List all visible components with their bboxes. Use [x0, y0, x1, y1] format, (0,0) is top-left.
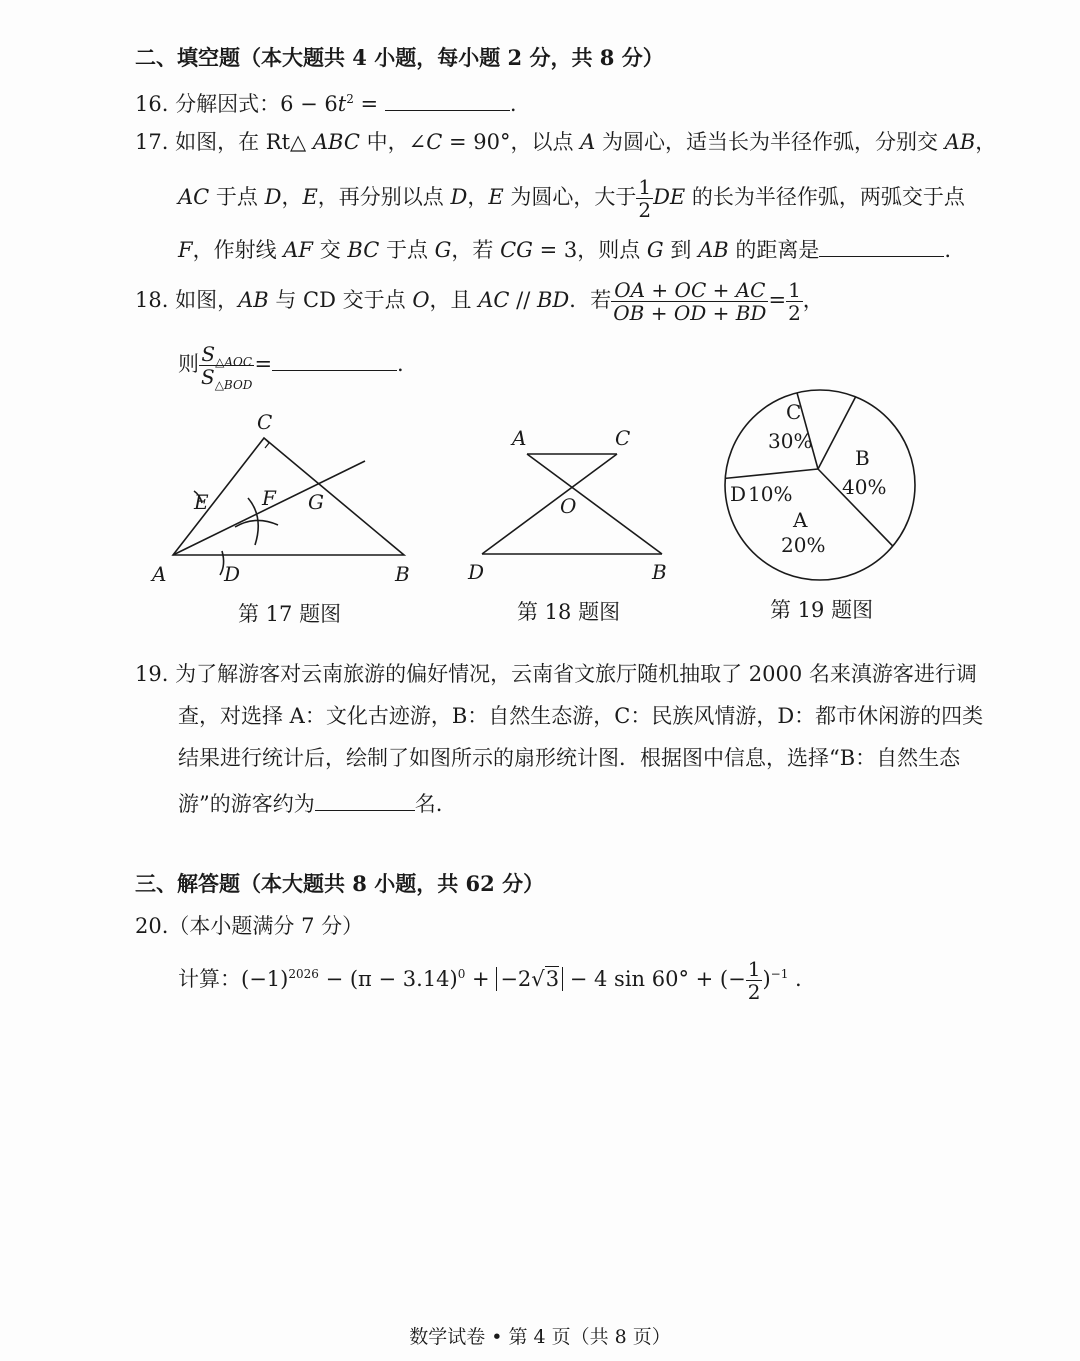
label-o: O [560, 494, 577, 518]
question-number: 18. [135, 288, 169, 312]
question-number: 17. [135, 130, 169, 154]
section-heading-fill-in: 二、填空题（本大题共 4 小题，每小题 2 分，共 8 分） [135, 45, 664, 70]
figure-17-triangle [140, 405, 430, 590]
fraction-one-half: $\frac{1}{2}$ [788, 278, 801, 325]
answer-blank[interactable] [385, 88, 510, 111]
figure-19-caption: 第 19 题图 [770, 598, 874, 622]
slice-a-pct: 20% [781, 533, 826, 557]
question-18-line-2: 则 $\frac{S_{\triangle AOC}}{S_{\triangle BOD}}$ = . [178, 342, 404, 392]
label-d: D [224, 562, 241, 586]
right-angle-mark [260, 438, 269, 448]
pie-boundary-a [725, 469, 818, 478]
question-16: 16. 分解因式：$6 - 6t^2$ = . [135, 88, 517, 118]
question-19-line-1: 19. 为了解游客对云南旅游的偏好情况，云南省文旅厅随机抽取了 2000 名来滇游客进行调 [135, 662, 977, 686]
fraction-one-half: $\frac{1}{2}$ [638, 175, 652, 222]
figure-17-caption: 第 17 题图 [238, 602, 342, 626]
segment-ab [527, 454, 662, 554]
segment-cd [482, 454, 617, 554]
label-f: F [262, 486, 276, 510]
question-number: 20. [135, 914, 169, 938]
fraction-area-ratio: $\frac{S_{\triangle AOC}}{S_{\triangle BOD}}$ [201, 342, 253, 392]
question-18-line-1: 18. 如图，AB 与 CD 交于点 O，且 AC // BD．若 $\frac{OA + OC + AC}{OB + OD + BD}$ = $\frac{1}{2}$ ， [135, 278, 824, 325]
slice-b-pct: 40% [842, 475, 887, 499]
question-19-line-3: 结果进行统计后，绘制了如图所示的扇形统计图．根据图中信息，选择“B：自然生态 [178, 746, 961, 770]
question-17-line-3: F，作射线 AF 交 BC 于点 G，若 CG = 3，则点 G 到 AB 的距离是 . [178, 234, 951, 264]
question-number: 19. [135, 662, 169, 686]
question-number: 16. [135, 92, 169, 116]
question-17-line-1: 17. 如图，在 Rt△ ABC 中，∠C = 90°，以点 A 为圆心，适当长为半径作弧，分别交 AB， [135, 130, 997, 154]
slice-a-name: A [793, 508, 808, 532]
question-17-line-2: AC 于点 D，E，再分别以点 D，E 为圆心，大于 $\frac{1}{2}$ DE 的长为半径作弧，两弧交于点 [178, 175, 965, 222]
label-b: B [395, 562, 410, 586]
slice-b-name: B [855, 446, 870, 470]
absolute-value: −2√3 [496, 967, 563, 991]
figure-19-pie-chart [718, 385, 923, 585]
slice-d-pct: 10% [748, 482, 793, 506]
slice-c-name: C [786, 400, 802, 424]
figure-18-bowtie [460, 420, 680, 590]
label-b: B [652, 560, 667, 584]
label-g: G [308, 490, 324, 514]
slice-c-pct: 30% [768, 429, 813, 453]
label-c: C [257, 410, 273, 434]
question-20-header: 20.（本小题满分 7 分） [135, 914, 364, 938]
answer-blank[interactable] [315, 788, 415, 811]
question-19-line-2: 查，对选择 A：文化古迹游，B：自然生态游，C：民族风情游，D：都市休闲游的四类 [178, 704, 984, 728]
fraction-perimeter-ratio: $\frac{OA + OC + AC}{OB + OD + BD}$ [613, 278, 767, 325]
label-a: A [152, 562, 167, 586]
label-a: A [512, 426, 527, 450]
question-19-line-4: 游”的游客约为 名. [178, 788, 442, 818]
label-e: E [194, 490, 209, 514]
answer-blank[interactable] [819, 234, 944, 257]
answer-blank[interactable] [272, 348, 397, 371]
question-20-expression: 计算：$(-1)^{2026} - (\pi - 3.14)^0 + -2√3 - 4$ sin 60° + (− $\frac{1}{2}$ )$^{-1}$ . [178, 957, 802, 1004]
figure-18-caption: 第 18 题图 [517, 600, 621, 624]
slice-d-name: D [730, 482, 747, 506]
label-d: D [468, 560, 485, 584]
section-heading-solutions: 三、解答题（本大题共 8 小题，共 62 分） [135, 871, 545, 896]
label-c: C [615, 426, 631, 450]
fraction-one-half: $\frac{1}{2}$ [747, 957, 761, 1004]
pie-boundary-c [818, 397, 856, 469]
page-footer: 数学试卷 • 第 4 页（共 8 页） [409, 1326, 671, 1348]
